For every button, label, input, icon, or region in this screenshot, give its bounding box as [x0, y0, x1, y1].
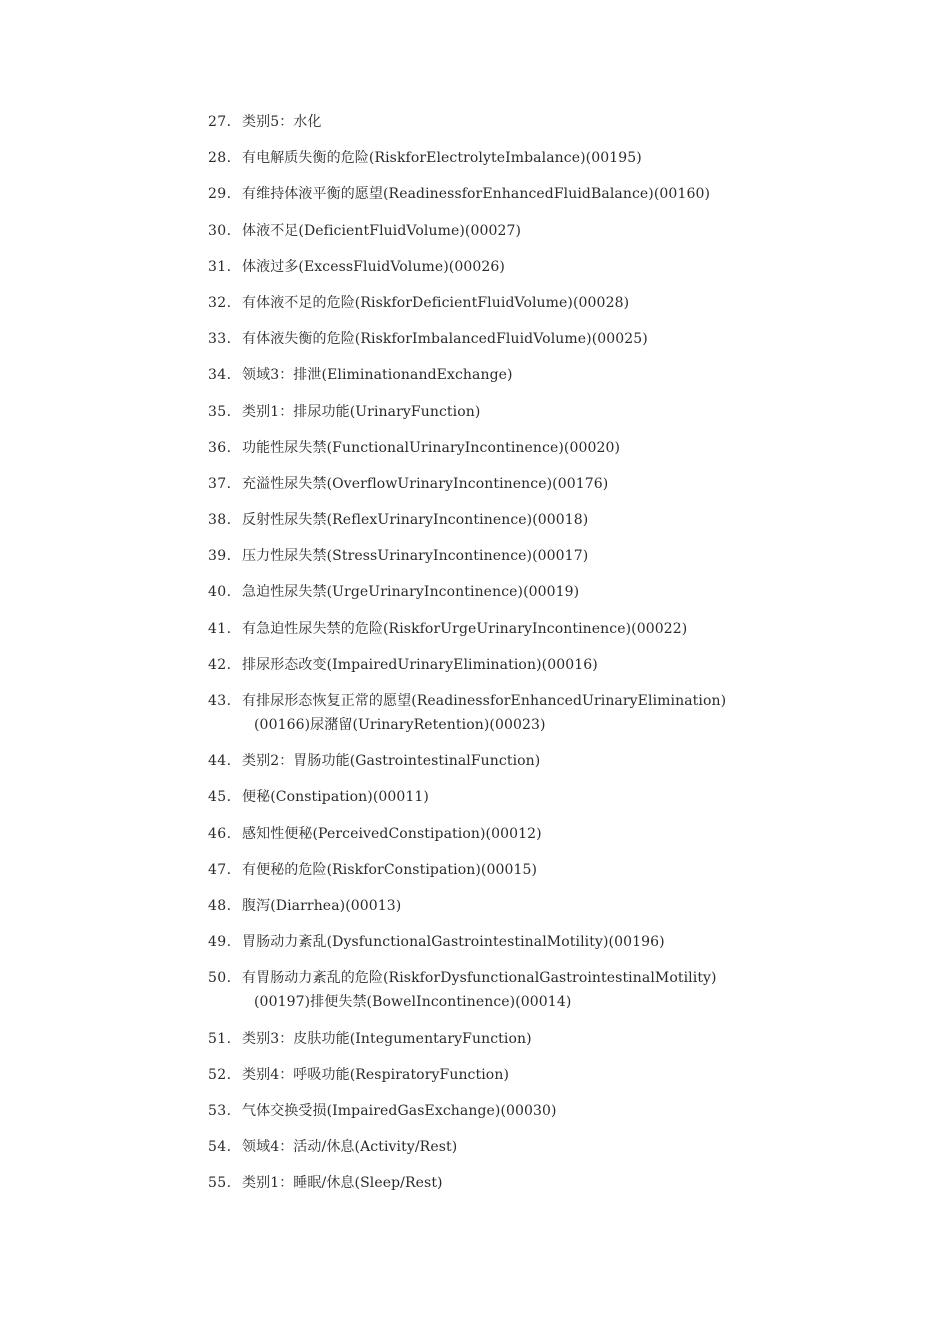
item-number: 30. [208, 222, 232, 239]
item-text: 有便秘的危险(RiskforConstipation)(00015) [242, 861, 538, 878]
item-text: 体液不足(DeficientFluidVolume)(00027) [242, 222, 522, 239]
item-text: 感知性便秘(PerceivedConstipation)(00012) [242, 825, 542, 842]
list-item [208, 146, 808, 170]
item-number: 48. [208, 897, 232, 914]
item-text: 领域3：排泄(EliminationandExchange) [242, 367, 513, 384]
item-text: 有胃肠动力紊乱的危险(RiskforDysfunctionalGastrointestinalMotility) [242, 970, 717, 987]
item-number: 45. [208, 789, 232, 806]
list-item [208, 508, 808, 532]
item-number: 47. [208, 861, 232, 878]
item-number: 40. [208, 584, 232, 601]
list-item [208, 653, 808, 677]
item-text-continuation: (00166)尿潴留(UrinaryRetention)(00023) [254, 717, 546, 733]
list-item [208, 255, 808, 279]
item-number: 34. [208, 367, 232, 384]
item-text: 气体交换受损(ImpairedGasExchange)(00030) [242, 1102, 557, 1119]
item-text: 类别5：水化 [242, 114, 322, 130]
item-text: 急迫性尿失禁(UrgeUrinaryIncontinence)(00019) [242, 584, 580, 601]
list-item [208, 580, 808, 604]
list-item [208, 1171, 808, 1195]
item-number: 27. [208, 114, 232, 130]
item-text: 领域4：活动/休息(Activity/Rest) [242, 1139, 458, 1156]
list-item [208, 327, 808, 351]
item-number: 37. [208, 475, 232, 492]
list-item [208, 785, 808, 809]
item-number: 50. [208, 970, 232, 987]
item-text: 类别4：呼吸功能(RespiratoryFunction) [242, 1066, 510, 1083]
list-item [208, 1135, 808, 1159]
item-text: 有电解质失衡的危险(RiskforElectrolyteImbalance)(00195) [242, 150, 642, 167]
item-text: 体液过多(ExcessFluidVolume)(00026) [242, 258, 505, 275]
item-text: 有维持体液平衡的愿望(ReadinessforEnhancedFluidBalance)(00160) [242, 186, 711, 203]
item-number: 42. [208, 656, 232, 673]
list-item [208, 436, 808, 460]
list-item [208, 966, 808, 1014]
item-number: 52. [208, 1066, 232, 1083]
item-number: 39. [208, 548, 232, 565]
item-number: 31. [208, 258, 232, 275]
item-number: 53. [208, 1102, 232, 1119]
list-item [208, 219, 808, 243]
list-item [208, 617, 808, 641]
list-item [208, 1099, 808, 1123]
item-text: 胃肠动力紊乱(DysfunctionalGastrointestinalMotility)(00196) [242, 934, 665, 951]
list-item [208, 894, 808, 918]
list-item [208, 1063, 808, 1087]
list-item [208, 858, 808, 882]
item-number: 33. [208, 331, 232, 348]
item-number: 49. [208, 934, 232, 951]
item-number: 36. [208, 439, 232, 456]
list-item [208, 400, 808, 424]
item-text-continuation: (00197)排便失禁(BowelIncontinence)(00014) [254, 994, 572, 1011]
list-item [208, 1027, 808, 1051]
item-number: 43. [208, 693, 232, 709]
item-text: 有排尿形态恢复正常的愿望(ReadinessforEnhancedUrinaryElimination) [242, 693, 727, 709]
list-item [208, 822, 808, 846]
item-text: 压力性尿失禁(StressUrinaryIncontinence)(00017) [242, 548, 589, 565]
list-item [208, 363, 808, 387]
item-text: 有急迫性尿失禁的危险(RiskforUrgeUrinaryIncontinence)(00022) [242, 620, 688, 637]
diagnosis-list [208, 110, 808, 1207]
list-item [208, 930, 808, 954]
item-text: 类别1：排尿功能(UrinaryFunction) [242, 403, 481, 420]
list-item [208, 472, 808, 496]
item-number: 46. [208, 825, 232, 842]
item-text: 有体液失衡的危险(RiskforImbalancedFluidVolume)(00025) [242, 331, 648, 348]
list-item [208, 544, 808, 568]
list-item [208, 749, 808, 773]
item-text: 类别1：睡眠/休息(Sleep/Rest) [242, 1175, 443, 1192]
item-number: 32. [208, 294, 232, 311]
list-item [208, 110, 808, 134]
item-text: 充溢性尿失禁(OverflowUrinaryIncontinence)(00176) [242, 475, 609, 492]
item-text: 反射性尿失禁(ReflexUrinaryIncontinence)(00018) [242, 512, 589, 529]
item-number: 51. [208, 1030, 232, 1047]
item-text: 类别3：皮肤功能(IntegumentaryFunction) [242, 1030, 532, 1047]
item-text: 有体液不足的危险(RiskforDeficientFluidVolume)(00028) [242, 294, 630, 311]
item-number: 54. [208, 1139, 232, 1156]
item-text: 便秘(Constipation)(00011) [242, 789, 429, 806]
item-number: 29. [208, 186, 232, 203]
item-text: 功能性尿失禁(FunctionalUrinaryIncontinence)(00020) [242, 439, 621, 456]
item-text: 腹泻(Diarrhea)(00013) [242, 897, 402, 914]
item-number: 41. [208, 620, 232, 637]
item-number: 28. [208, 150, 232, 167]
item-text-wrapped [242, 966, 808, 1014]
list-item [208, 182, 808, 206]
list-item [208, 689, 808, 737]
item-number: 55. [208, 1175, 232, 1192]
item-text: 排尿形态改变(ImpairedUrinaryElimination)(00016) [242, 656, 598, 673]
item-number: 44. [208, 753, 232, 770]
item-number: 35. [208, 403, 232, 420]
item-text: 类别2：胃肠功能(GastrointestinalFunction) [242, 753, 541, 770]
item-text-wrapped [242, 689, 808, 737]
item-number: 38. [208, 512, 232, 529]
list-item [208, 291, 808, 315]
